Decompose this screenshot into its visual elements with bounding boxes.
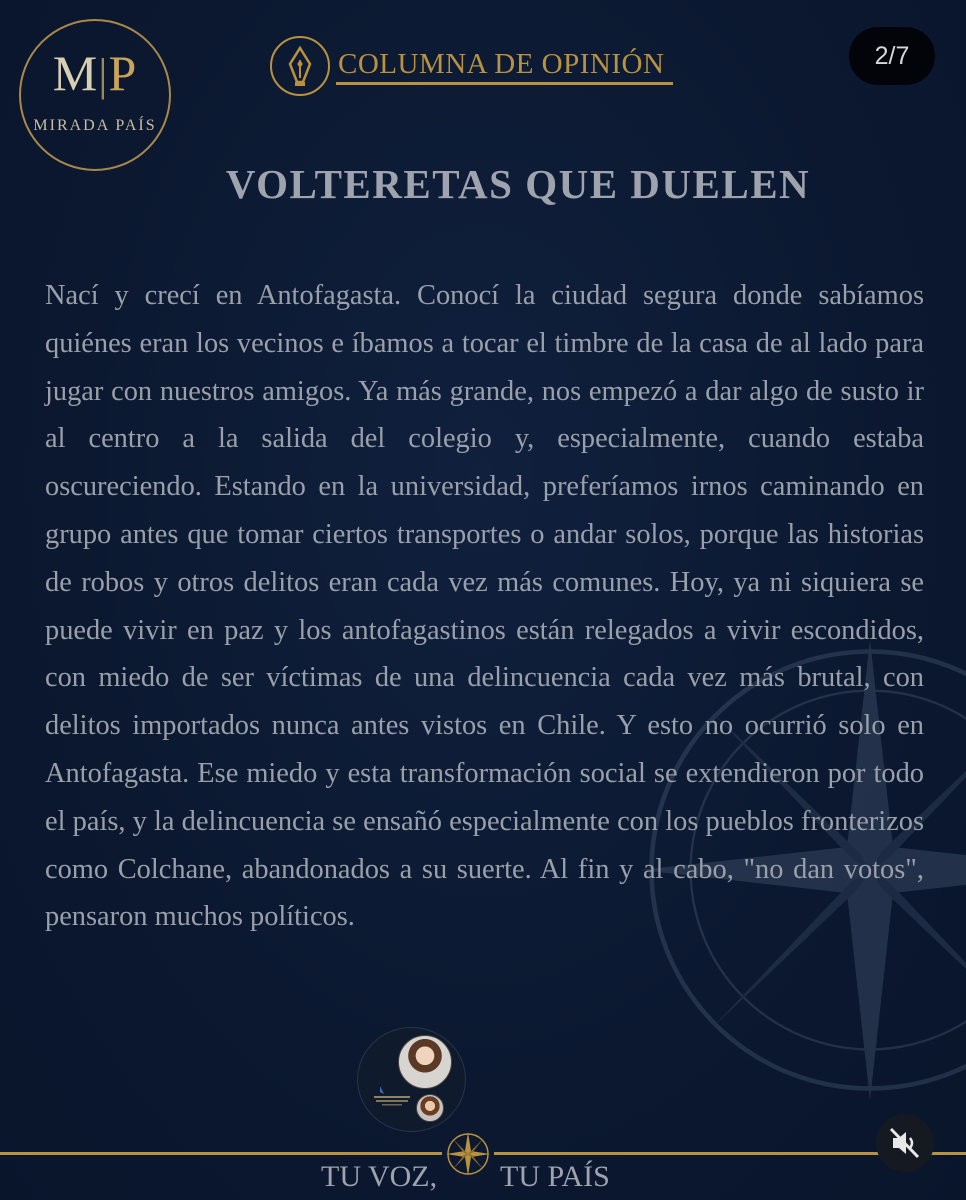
mirada-pais-logo[interactable] <box>19 19 171 171</box>
article-body: Nací y crecí en Antofagasta. Conocí la ciudad segura donde sabíamos quiénes eran los vecinos e íbamos a tocar el timbre de la casa de al lado para jugar con nuestros amigos. Ya más grande, nos empezó a dar algo de susto ir al centro a la salida del colegio y, especialmente, cuando estaba oscureciendo. Estando en la universidad, preferíamos irnos caminando en grupo antes que tomar ciertos transportes o andar solos, porque las historias de robos y otros delitos eran cada vez más comunes. Hoy, ya ni siquiera se puede vivir en paz y los antofagastinos están relegados a vivir escondidos, con miedo de ser víctimas de una delincuencia cada vez más brutal, con delitos importados nunca antes vistos en Chile. Y esto no ocurrió solo en Antofagasta. Ese miedo y esta transformación social se extendieron por todo el país, y la delincuencia se ensañó especialmente con los pueblos fronterizos como Colchane, abandonados a su suerte. Al fin y al cabo, "no dan votos", pensaron muchos políticos. <box>45 280 924 933</box>
slide-counter-badge: 2/7 <box>849 27 935 85</box>
speaker-muted-icon <box>876 1114 934 1172</box>
partner-logo-icon <box>372 1082 412 1108</box>
logo-name: MIRADA PAÍS <box>33 117 157 134</box>
mute-button[interactable] <box>876 1114 934 1172</box>
secondary-avatar <box>416 1094 444 1122</box>
compass-star-icon <box>442 1128 494 1180</box>
slogan-left: TU VOZ, <box>321 1160 438 1193</box>
section-underline <box>336 82 673 85</box>
logo-separator: | <box>98 49 109 100</box>
logo-monogram <box>21 43 169 105</box>
fountain-pen-icon <box>270 36 330 96</box>
section-title: COLUMNA DE OPINIÓN <box>338 48 665 80</box>
fountain-pen-svg <box>272 38 328 94</box>
author-avatar-group[interactable] <box>357 1027 466 1132</box>
author-avatar <box>398 1035 452 1089</box>
compass-star-svg <box>442 1128 494 1180</box>
article-title: VOLTERETAS QUE DUELEN <box>225 161 811 207</box>
logo-letter-p: P <box>108 45 138 101</box>
logo-letter-m: M <box>52 45 99 101</box>
slogan-right: TU PAÍS <box>500 1160 610 1193</box>
